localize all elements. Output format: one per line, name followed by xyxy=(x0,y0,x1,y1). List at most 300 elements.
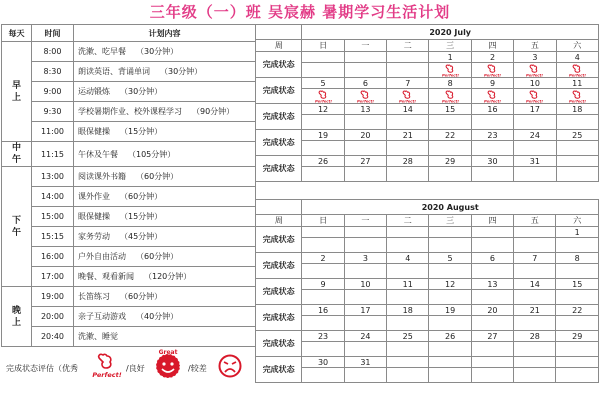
day-number xyxy=(471,227,513,238)
activity-duration: （60分钟） xyxy=(136,252,179,261)
status-cell[interactable] xyxy=(514,316,556,331)
activity-duration: （30分钟） xyxy=(136,47,179,56)
status-cell[interactable] xyxy=(387,290,429,305)
day-number: 21 xyxy=(387,130,429,141)
weekday-header: 六 xyxy=(556,215,599,227)
header-plan: 计划内容 xyxy=(74,25,256,42)
activity-text: 眼保健操 xyxy=(78,127,110,136)
legend-label: 完成状态评估（优秀 xyxy=(6,364,78,373)
day-number xyxy=(302,52,344,63)
perfect-stamp-icon xyxy=(316,89,331,103)
status-cell[interactable] xyxy=(471,316,513,331)
status-cell[interactable] xyxy=(344,290,386,305)
status-cell[interactable] xyxy=(429,264,471,279)
perfect-stamp-icon xyxy=(570,89,585,103)
schedule-time: 20:40 xyxy=(32,327,74,347)
status-label: 完成状态 xyxy=(256,357,302,383)
week-label: 周 xyxy=(256,40,302,52)
day-number: 3 xyxy=(514,52,556,63)
weekday-header: 二 xyxy=(387,215,429,227)
status-label: 完成状态 xyxy=(256,253,302,279)
day-number: 31 xyxy=(344,357,386,368)
activity-text: 洗漱、睡觉 xyxy=(78,332,118,341)
perfect-stamp-icon xyxy=(443,89,458,103)
status-label: 完成状态 xyxy=(256,305,302,331)
day-number: 22 xyxy=(429,130,471,141)
activity-duration: （105分钟） xyxy=(128,149,176,159)
status-cell[interactable] xyxy=(302,368,344,383)
activity-text: 学校暑期作业、校外课程学习 xyxy=(78,107,182,116)
day-number xyxy=(387,227,429,238)
week-label: 周 xyxy=(256,215,302,227)
day-number: 12 xyxy=(429,279,471,290)
activity-text: 眼保健操 xyxy=(78,212,110,221)
schedule-time: 9:30 xyxy=(32,102,74,122)
perfect-stamp-text: Perfect! xyxy=(484,99,501,104)
day-number: 2 xyxy=(471,52,513,63)
day-number: 25 xyxy=(387,331,429,342)
day-number: 26 xyxy=(302,156,344,167)
day-number: 28 xyxy=(387,156,429,167)
perfect-stamp-text: Perfect! xyxy=(314,99,332,104)
schedule-time: 14:00 xyxy=(32,187,74,207)
status-cell[interactable] xyxy=(556,316,599,331)
schedule-activity xyxy=(74,167,256,187)
day-number: 7 xyxy=(387,78,429,89)
schedule-row xyxy=(2,207,256,227)
status-cell[interactable] xyxy=(344,264,386,279)
day-number: 16 xyxy=(302,305,344,316)
weekday-header: 五 xyxy=(514,40,556,52)
status-cell[interactable] xyxy=(302,264,344,279)
status-cell[interactable] xyxy=(387,368,429,383)
schedule-time: 11:15 xyxy=(32,142,74,167)
status-label: 完成状态 xyxy=(256,78,302,104)
schedule-row xyxy=(2,267,256,287)
schedule-time: 8:30 xyxy=(32,62,74,82)
status-cell[interactable] xyxy=(556,141,598,156)
status-cell[interactable] xyxy=(514,89,556,104)
day-number xyxy=(556,156,598,167)
schedule-row xyxy=(2,102,256,122)
status-cell[interactable] xyxy=(344,115,386,130)
schedule-row xyxy=(2,247,256,267)
activity-text: 午休及午餐 xyxy=(78,149,118,159)
day-number xyxy=(429,357,471,368)
status-cell[interactable] xyxy=(429,89,471,104)
day-number: 10 xyxy=(514,78,556,89)
schedule-activity xyxy=(74,62,256,82)
status-cell[interactable] xyxy=(344,342,386,357)
status-cell[interactable] xyxy=(471,290,513,305)
status-cell[interactable] xyxy=(471,63,513,78)
legend-good-label: /良好 xyxy=(126,364,145,373)
status-cell[interactable] xyxy=(387,238,429,253)
schedule-row xyxy=(2,167,256,187)
status-cell[interactable] xyxy=(556,167,598,182)
status-cell[interactable] xyxy=(387,141,429,156)
activity-duration: （90分钟） xyxy=(192,107,235,116)
schedule-time: 8:00 xyxy=(32,42,74,62)
activity-text: 长笛练习 xyxy=(78,292,110,301)
status-cell[interactable] xyxy=(387,264,429,279)
status-cell[interactable] xyxy=(344,89,386,104)
weekday-header: 四 xyxy=(471,40,513,52)
calendar-july xyxy=(255,24,599,182)
activity-duration: （40分钟） xyxy=(136,312,179,321)
day-number: 21 xyxy=(514,305,556,316)
day-number: 20 xyxy=(344,130,386,141)
status-label: 完成状态 xyxy=(256,130,302,156)
day-number xyxy=(514,357,556,368)
status-cell[interactable] xyxy=(556,342,599,357)
activity-text: 家务劳动 xyxy=(78,232,110,241)
schedule-activity xyxy=(74,227,256,247)
activity-text: 洗漱、吃早餐 xyxy=(78,47,126,56)
schedule-activity xyxy=(74,327,256,347)
activity-duration: （60分钟） xyxy=(120,192,163,201)
schedule-activity xyxy=(74,247,256,267)
perfect-stamp-icon xyxy=(443,63,458,77)
status-cell[interactable] xyxy=(556,264,599,279)
status-cell[interactable] xyxy=(429,141,471,156)
activity-text: 户外自由活动 xyxy=(78,252,126,261)
weekday-header: 二 xyxy=(387,40,429,52)
status-cell[interactable] xyxy=(302,141,344,156)
day-number: 18 xyxy=(387,305,429,316)
schedule-row xyxy=(2,62,256,82)
day-number: 15 xyxy=(556,279,599,290)
header-period: 每天 xyxy=(2,25,32,42)
great-badge-text: Great xyxy=(158,349,178,356)
perfect-stamp-icon xyxy=(485,63,500,77)
schedule-time: 9:00 xyxy=(32,82,74,102)
status-cell[interactable] xyxy=(471,238,513,253)
status-cell[interactable] xyxy=(471,368,513,383)
status-cell[interactable] xyxy=(514,342,556,357)
calendar-august xyxy=(255,199,599,383)
legend-poor-label: /较差 xyxy=(188,364,207,373)
status-cell[interactable] xyxy=(302,115,344,130)
day-number: 18 xyxy=(556,104,598,115)
schedule-row xyxy=(2,42,256,62)
status-cell[interactable] xyxy=(429,316,471,331)
status-cell[interactable] xyxy=(429,115,471,130)
activity-duration: （60分钟） xyxy=(136,172,179,181)
day-number: 11 xyxy=(387,279,429,290)
schedule-row xyxy=(2,307,256,327)
perfect-stamp-text: Perfect! xyxy=(356,99,374,104)
day-number: 15 xyxy=(429,104,471,115)
period-1: 中 午 xyxy=(2,142,32,167)
day-number: 17 xyxy=(344,305,386,316)
perfect-stamp-text: Perfect! xyxy=(526,99,544,104)
weekday-header: 四 xyxy=(471,215,513,227)
day-number xyxy=(471,357,513,368)
day-number: 28 xyxy=(514,331,556,342)
day-number: 14 xyxy=(514,279,556,290)
month-title: 2020 July xyxy=(302,25,599,40)
day-number: 17 xyxy=(514,104,556,115)
schedule-time: 15:00 xyxy=(32,207,74,227)
status-cell[interactable] xyxy=(387,316,429,331)
status-cell[interactable] xyxy=(302,342,344,357)
status-cell[interactable] xyxy=(344,167,386,182)
day-number: 8 xyxy=(556,253,599,264)
status-cell[interactable] xyxy=(556,290,599,305)
day-number xyxy=(344,52,386,63)
day-number: 19 xyxy=(302,130,344,141)
day-number xyxy=(514,227,556,238)
period-3: 晚 上 xyxy=(2,287,32,347)
day-number: 5 xyxy=(302,78,344,89)
activity-duration: （30分钟） xyxy=(160,67,203,76)
status-cell[interactable] xyxy=(302,89,344,104)
status-cell[interactable] xyxy=(302,290,344,305)
schedule-time: 17:00 xyxy=(32,267,74,287)
day-number: 27 xyxy=(471,331,513,342)
status-label: 完成状态 xyxy=(256,52,302,78)
weekday-header: 一 xyxy=(344,40,386,52)
weekday-header: 一 xyxy=(344,215,386,227)
schedule-activity xyxy=(74,142,256,167)
schedule-row xyxy=(2,82,256,102)
schedule-row xyxy=(2,327,256,347)
day-number xyxy=(344,227,386,238)
status-cell[interactable] xyxy=(514,115,556,130)
status-cell[interactable] xyxy=(429,238,471,253)
activity-duration: （15分钟） xyxy=(120,127,163,136)
status-cell[interactable] xyxy=(429,290,471,305)
schedule-activity xyxy=(74,187,256,207)
schedule-activity xyxy=(74,82,256,102)
schedule-activity xyxy=(74,102,256,122)
sad-face-icon xyxy=(218,354,242,378)
status-cell[interactable] xyxy=(556,368,599,383)
schedule-time: 15:15 xyxy=(32,227,74,247)
day-number xyxy=(556,357,599,368)
day-number: 14 xyxy=(387,104,429,115)
status-cell[interactable] xyxy=(429,63,471,78)
status-cell[interactable] xyxy=(514,63,556,78)
day-number: 3 xyxy=(344,253,386,264)
page-title: 三年级（一）班 吴宸赫 暑期学习生活计划 xyxy=(149,3,451,21)
status-cell[interactable] xyxy=(387,115,429,130)
schedule-time: 11:00 xyxy=(32,122,74,142)
activity-duration: （15分钟） xyxy=(120,212,163,221)
activity-duration: （45分钟） xyxy=(120,232,163,241)
day-number: 25 xyxy=(556,130,598,141)
status-cell[interactable] xyxy=(302,316,344,331)
perfect-stamp-icon xyxy=(527,63,542,77)
status-cell[interactable] xyxy=(514,368,556,383)
schedule-activity xyxy=(74,42,256,62)
schedule-row xyxy=(2,122,256,142)
day-number: 29 xyxy=(429,156,471,167)
perfect-stamp-text: Perfect! xyxy=(441,99,459,104)
day-number: 4 xyxy=(387,253,429,264)
status-cell[interactable] xyxy=(344,141,386,156)
day-number: 1 xyxy=(429,52,471,63)
schedule-activity xyxy=(74,287,256,307)
status-label: 完成状态 xyxy=(256,227,302,253)
weekday-header: 日 xyxy=(302,40,344,52)
status-cell[interactable] xyxy=(387,342,429,357)
day-number: 29 xyxy=(556,331,599,342)
status-cell[interactable] xyxy=(514,167,556,182)
status-cell[interactable] xyxy=(556,238,599,253)
schedule-activity xyxy=(74,267,256,287)
status-cell[interactable] xyxy=(302,238,344,253)
day-number: 1 xyxy=(556,227,599,238)
activity-duration: （120分钟） xyxy=(144,272,192,281)
day-number: 12 xyxy=(302,104,344,115)
weekday-header: 五 xyxy=(514,215,556,227)
schedule-row xyxy=(2,142,256,167)
day-number: 19 xyxy=(429,305,471,316)
schedule-time: 13:00 xyxy=(32,167,74,187)
status-cell[interactable] xyxy=(514,141,556,156)
activity-text: 课外作业 xyxy=(78,192,110,201)
status-cell[interactable] xyxy=(556,115,598,130)
day-number xyxy=(302,227,344,238)
perfect-stamp-text: Perfect! xyxy=(568,73,586,78)
period-2: 下 午 xyxy=(2,167,32,287)
weekday-header: 三 xyxy=(429,215,471,227)
schedule-activity xyxy=(74,207,256,227)
day-number: 13 xyxy=(471,279,513,290)
period-0: 早 上 xyxy=(2,42,32,142)
month-title: 2020 August xyxy=(302,200,599,215)
status-cell[interactable] xyxy=(387,63,429,78)
status-cell[interactable] xyxy=(387,89,429,104)
status-cell[interactable] xyxy=(514,264,556,279)
status-cell[interactable] xyxy=(302,167,344,182)
weekday-header: 六 xyxy=(556,40,598,52)
perfect-stamp-text: Perfect! xyxy=(526,73,544,78)
day-number: 24 xyxy=(344,331,386,342)
schedule-time: 20:00 xyxy=(32,307,74,327)
day-number: 9 xyxy=(471,78,513,89)
status-cell[interactable] xyxy=(387,167,429,182)
day-number: 26 xyxy=(429,331,471,342)
status-cell[interactable] xyxy=(471,141,513,156)
day-number: 10 xyxy=(344,279,386,290)
activity-text: 朗读英语、背诵单词 xyxy=(78,67,150,76)
day-number: 2 xyxy=(302,253,344,264)
day-number: 7 xyxy=(514,253,556,264)
activity-text: 晚餐、观看新闻 xyxy=(78,272,134,281)
status-cell[interactable] xyxy=(514,290,556,305)
perfect-stamp-icon xyxy=(485,89,500,103)
perfect-stamp-text: Perfect! xyxy=(399,99,417,104)
schedule-row xyxy=(2,227,256,247)
status-cell[interactable] xyxy=(471,89,513,104)
day-number: 22 xyxy=(556,305,599,316)
perfect-stamp-text: Perfect! xyxy=(568,99,586,104)
status-cell[interactable] xyxy=(302,63,344,78)
status-label: 完成状态 xyxy=(256,279,302,305)
activity-text: 运动锻炼 xyxy=(78,87,110,96)
status-cell[interactable] xyxy=(514,238,556,253)
day-number: 20 xyxy=(471,305,513,316)
status-cell[interactable] xyxy=(344,368,386,383)
perfect-stamp-text: Perfect! xyxy=(484,73,501,78)
schedule-time: 19:00 xyxy=(32,287,74,307)
day-number: 30 xyxy=(471,156,513,167)
daily-schedule-table xyxy=(1,24,256,347)
status-cell[interactable] xyxy=(344,238,386,253)
schedule-time: 16:00 xyxy=(32,247,74,267)
perfect-stamp-icon xyxy=(570,63,585,77)
perfect-stamp-icon xyxy=(94,351,120,379)
day-number xyxy=(429,227,471,238)
day-number: 5 xyxy=(429,253,471,264)
weekday-header: 三 xyxy=(429,40,471,52)
day-number: 11 xyxy=(556,78,598,89)
status-legend xyxy=(2,349,254,389)
status-cell[interactable] xyxy=(471,342,513,357)
perfect-stamp-icon xyxy=(527,89,542,103)
status-cell[interactable] xyxy=(556,89,598,104)
day-number: 9 xyxy=(302,279,344,290)
day-number: 27 xyxy=(344,156,386,167)
day-number xyxy=(387,52,429,63)
day-number xyxy=(387,357,429,368)
status-cell[interactable] xyxy=(344,316,386,331)
activity-text: 阅读课外书籍 xyxy=(78,172,126,181)
activity-duration: （30分钟） xyxy=(120,87,163,96)
status-cell[interactable] xyxy=(471,167,513,182)
perfect-stamp-icon xyxy=(358,89,373,103)
status-cell[interactable] xyxy=(344,63,386,78)
activity-text: 亲子互动游戏 xyxy=(78,312,126,321)
day-number: 4 xyxy=(556,52,598,63)
day-number: 6 xyxy=(471,253,513,264)
day-number: 13 xyxy=(344,104,386,115)
calendar-corner xyxy=(256,25,302,40)
day-number: 23 xyxy=(302,331,344,342)
status-label: 完成状态 xyxy=(256,104,302,130)
day-number: 16 xyxy=(471,104,513,115)
schedule-row xyxy=(2,187,256,207)
day-number: 6 xyxy=(344,78,386,89)
status-cell[interactable] xyxy=(556,63,598,78)
status-cell[interactable] xyxy=(429,368,471,383)
day-number: 8 xyxy=(429,78,471,89)
status-cell[interactable] xyxy=(429,167,471,182)
calendar-corner xyxy=(256,200,302,215)
schedule-activity xyxy=(74,122,256,142)
header-time: 时间 xyxy=(32,25,74,42)
day-number: 31 xyxy=(514,156,556,167)
status-cell[interactable] xyxy=(471,115,513,130)
day-number: 30 xyxy=(302,357,344,368)
status-cell[interactable] xyxy=(471,264,513,279)
day-number: 23 xyxy=(471,130,513,141)
schedule-row xyxy=(2,287,256,307)
great-badge-icon xyxy=(152,349,184,381)
schedule-activity xyxy=(74,307,256,327)
perfect-stamp-text: Perfect! xyxy=(92,371,122,379)
day-number: 24 xyxy=(514,130,556,141)
perfect-stamp-text: Perfect! xyxy=(441,73,459,78)
status-cell[interactable] xyxy=(429,342,471,357)
status-label: 完成状态 xyxy=(256,331,302,357)
perfect-stamp-icon xyxy=(400,89,415,103)
activity-duration: （60分钟） xyxy=(120,292,163,301)
status-label: 完成状态 xyxy=(256,156,302,182)
